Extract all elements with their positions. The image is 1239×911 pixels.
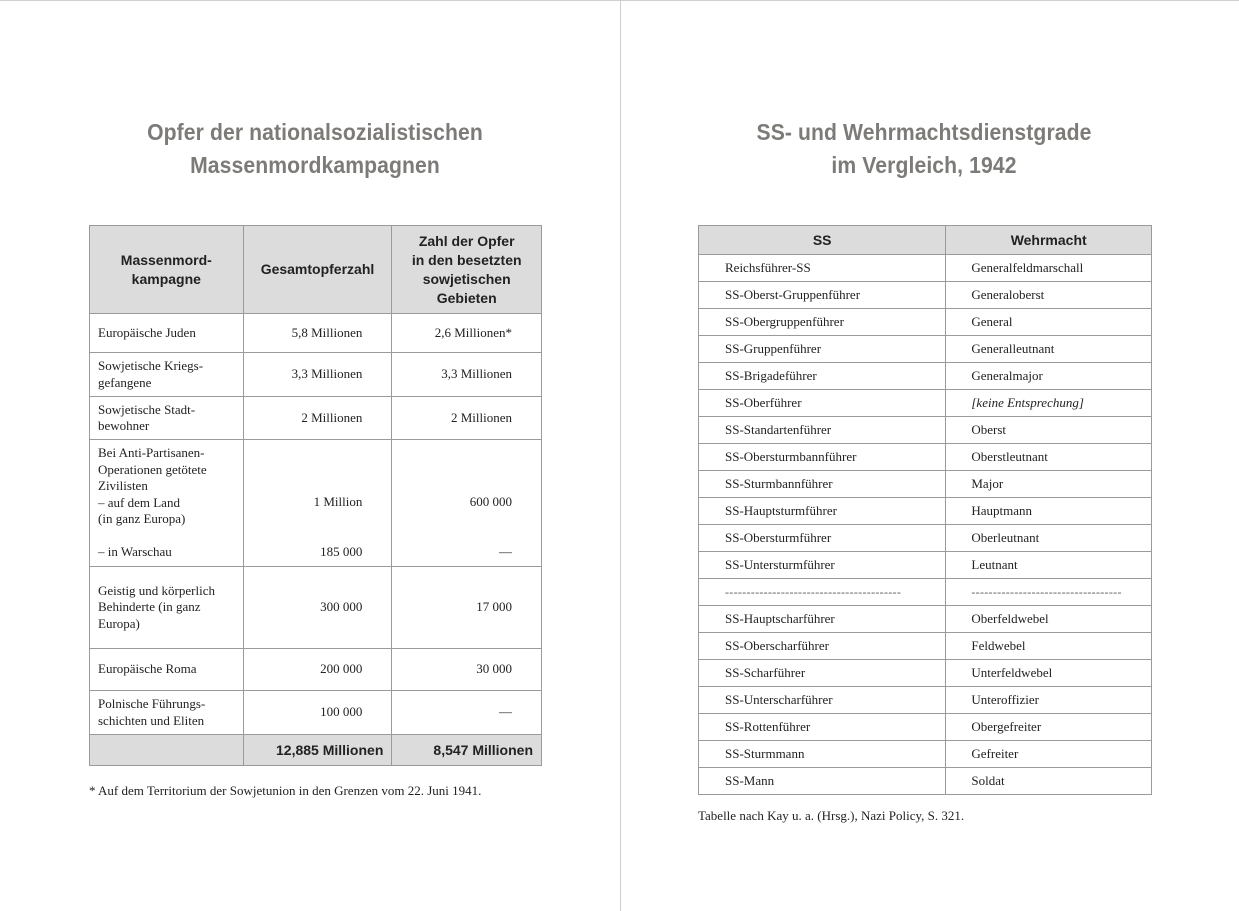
table-row xyxy=(90,691,542,735)
ss-rank: SS-Oberst-Gruppenführer xyxy=(699,282,946,309)
wehrmacht-rank: Hauptmann xyxy=(946,498,1152,525)
victims-table xyxy=(89,225,542,766)
ss-rank: SS-Obergruppenführer xyxy=(699,309,946,336)
totals-total: 12,885 Millionen xyxy=(243,735,392,766)
wehrmacht-rank: Major xyxy=(946,471,1152,498)
row-total: 300 000 xyxy=(243,567,392,649)
table-row xyxy=(699,552,1152,579)
warsaw-label: – in Warschau xyxy=(98,543,172,559)
row-soviet xyxy=(392,440,542,567)
table-row xyxy=(699,687,1152,714)
table-row xyxy=(699,417,1152,444)
ranks-source: Tabelle nach Kay u. a. (Hrsg.), Nazi Policy, S. 321. xyxy=(698,808,965,823)
partisan-total: 1 Million xyxy=(313,494,363,509)
table-row xyxy=(90,353,542,397)
row-label: Europäische Juden xyxy=(90,314,244,353)
ss-rank: SS-Gruppenführer xyxy=(699,336,946,363)
wehrmacht-rank: Unteroffizier xyxy=(946,687,1152,714)
row-label xyxy=(90,440,244,567)
victims-title xyxy=(80,116,549,182)
table-row xyxy=(699,336,1152,363)
ss-rank: SS-Untersturmführer xyxy=(699,552,946,579)
table-row xyxy=(699,606,1152,633)
table-row xyxy=(699,498,1152,525)
table-row xyxy=(699,579,1152,606)
wehrmacht-rank: Oberfeldwebel xyxy=(946,606,1152,633)
wehrmacht-rank: Generalfeldmarschall xyxy=(946,255,1152,282)
header-soviet: Zahl der Opfer in den besetzten sowjetischen Gebieten xyxy=(392,226,542,314)
ranks-title xyxy=(689,116,1158,182)
row-soviet: 2 Millionen xyxy=(392,397,542,440)
row-total: 5,8 Millionen xyxy=(243,314,392,353)
totals-row xyxy=(90,735,542,766)
ranks-title-line2: im Vergleich, 1942 xyxy=(831,152,1017,178)
ss-rank: SS-Standartenführer xyxy=(699,417,946,444)
table-row xyxy=(90,649,542,691)
ss-rank: SS-Scharführer xyxy=(699,660,946,687)
totals-empty xyxy=(90,735,244,766)
victims-title-line1: Opfer der nationalsozialistischen xyxy=(147,119,483,145)
table-row xyxy=(699,525,1152,552)
victims-header-row xyxy=(90,226,542,314)
wehrmacht-rank: Feldwebel xyxy=(946,633,1152,660)
wehrmacht-rank: Unterfeldwebel xyxy=(946,660,1152,687)
table-row xyxy=(90,397,542,440)
ss-rank: ----------------------------------------- xyxy=(699,579,946,606)
wehrmacht-rank: Generalleutnant xyxy=(946,336,1152,363)
row-total: 200 000 xyxy=(243,649,392,691)
ranks-header-row xyxy=(699,226,1152,255)
table-row xyxy=(699,390,1152,417)
right-page xyxy=(621,0,1239,911)
table-row xyxy=(699,660,1152,687)
row-label: Geistig und körperlich Behinderte (in ganz Europa) xyxy=(90,567,244,649)
wehrmacht-rank: Oberstleutnant xyxy=(946,444,1152,471)
wehrmacht-rank: Oberst xyxy=(946,417,1152,444)
totals-soviet: 8,547 Millionen xyxy=(392,735,542,766)
victims-footnote: * Auf dem Territorium der Sowjetunion in den Grenzen vom 22. Juni 1941. xyxy=(89,783,482,798)
row-soviet: — xyxy=(392,691,542,735)
ss-rank: SS-Sturmbannführer xyxy=(699,471,946,498)
table-row xyxy=(699,768,1152,795)
ss-rank: SS-Oberführer xyxy=(699,390,946,417)
ss-rank: SS-Obersturmführer xyxy=(699,525,946,552)
wehrmacht-rank: [keine Entsprechung] xyxy=(946,390,1152,417)
table-row xyxy=(699,282,1152,309)
wehrmacht-rank: Gefreiter xyxy=(946,741,1152,768)
partisan-soviet: 600 000 xyxy=(469,494,512,509)
warsaw-total: 185 000 xyxy=(320,543,363,559)
ss-rank: SS-Obersturmbannführer xyxy=(699,444,946,471)
wehrmacht-rank: ----------------------------------- xyxy=(946,579,1152,606)
ss-rank: SS-Hauptsturmführer xyxy=(699,498,946,525)
ss-rank: SS-Brigadeführer xyxy=(699,363,946,390)
row-label: Polnische Führungs- schichten und Eliten xyxy=(90,691,244,735)
ss-rank: SS-Hauptscharführer xyxy=(699,606,946,633)
ss-rank: SS-Sturmmann xyxy=(699,741,946,768)
ss-rank: SS-Rottenführer xyxy=(699,714,946,741)
table-row xyxy=(699,444,1152,471)
row-label: Sowjetische Kriegs- gefangene xyxy=(90,353,244,397)
header-ss: SS xyxy=(699,226,946,255)
ss-rank: SS-Unterscharführer xyxy=(699,687,946,714)
table-row xyxy=(90,567,542,649)
table-row xyxy=(699,471,1152,498)
row-soviet: 2,6 Millionen* xyxy=(392,314,542,353)
header-wehrmacht: Wehrmacht xyxy=(946,226,1152,255)
table-row xyxy=(699,309,1152,336)
table-row xyxy=(699,714,1152,741)
wehrmacht-rank: Soldat xyxy=(946,768,1152,795)
ss-rank: Reichsführer-SS xyxy=(699,255,946,282)
ranks-title-line1: SS- und Wehrmachtsdienstgrade xyxy=(756,119,1092,145)
ss-rank: SS-Mann xyxy=(699,768,946,795)
table-row xyxy=(699,633,1152,660)
row-total: 100 000 xyxy=(243,691,392,735)
ranks-body xyxy=(699,255,1152,795)
row-label: Europäische Roma xyxy=(90,649,244,691)
table-row xyxy=(90,314,542,353)
row-total: 3,3 Millionen xyxy=(243,353,392,397)
table-row xyxy=(699,363,1152,390)
row-soviet: 3,3 Millionen xyxy=(392,353,542,397)
row-total xyxy=(243,440,392,567)
wehrmacht-rank: Leutnant xyxy=(946,552,1152,579)
wehrmacht-rank: Obergefreiter xyxy=(946,714,1152,741)
table-row-partisan xyxy=(90,440,542,567)
row-total: 2 Millionen xyxy=(243,397,392,440)
warsaw-soviet: — xyxy=(499,543,512,559)
ranks-table xyxy=(698,225,1152,795)
ss-rank: SS-Oberscharführer xyxy=(699,633,946,660)
table-row xyxy=(699,255,1152,282)
row-soviet: 17 000 xyxy=(392,567,542,649)
victims-title-line2: Massenmordkampagnen xyxy=(190,152,440,178)
wehrmacht-rank: Generaloberst xyxy=(946,282,1152,309)
wehrmacht-rank: Oberleutnant xyxy=(946,525,1152,552)
wehrmacht-rank: Generalmajor xyxy=(946,363,1152,390)
row-soviet: 30 000 xyxy=(392,649,542,691)
header-campaign: Massenmord- kampagne xyxy=(90,226,244,314)
row-label: Sowjetische Stadt- bewohner xyxy=(90,397,244,440)
partisan-label: Bei Anti-Partisanen- Operationen getötete Zivilisten – auf dem Land (in ganz Europa) xyxy=(98,445,207,526)
table-row xyxy=(699,741,1152,768)
header-total: Gesamtopferzahl xyxy=(243,226,392,314)
wehrmacht-rank: General xyxy=(946,309,1152,336)
